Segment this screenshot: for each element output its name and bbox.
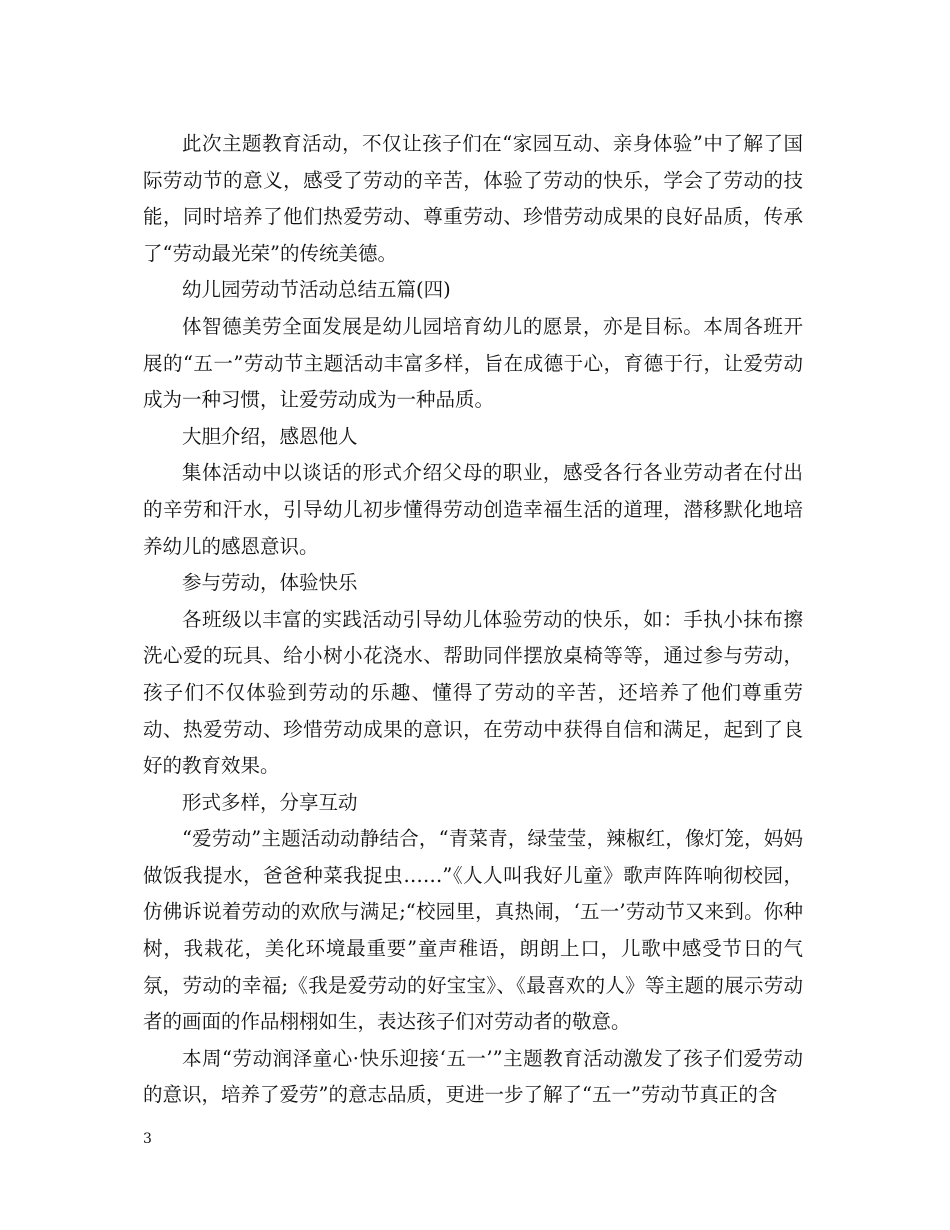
subheading-share: 形式多样，分享互动	[182, 790, 358, 814]
document-body	[143, 126, 803, 1114]
paragraph-conclusion: 本周“劳动润泽童心·快乐迎接‘五一’”主题教育活动激发了孩子们爱劳动的意识，培养了爱劳”的意志品质，更进一步了解了“五一”劳动节真正的含	[143, 1046, 803, 1107]
paragraph-intro: 体智德美劳全面发展是幼儿园培育幼儿的愿景，亦是目标。本周各班开展的“五一”劳动节主题活动丰富多样，旨在成德于心，育德于行，让爱劳动成为一种习惯，让爱劳动成为一种品质。	[143, 314, 803, 412]
subheading-participate: 参与劳动，体验快乐	[182, 571, 358, 595]
paragraph-participate: 各班级以丰富的实践活动引导幼儿体验劳动的快乐，如：手执小抹布擦洗心爱的玩具、给小树小花浇水、帮助同伴摆放桌椅等等，通过参与劳动，孩子们不仅体验到劳动的乐趣、懂得了劳动的辛苦，还培养了他们尊重劳动、热爱劳动、珍惜劳动成果的意识，在劳动中获得自信和满足，起到了良好的教育效果。	[143, 607, 803, 778]
section-title: 幼儿园劳动节活动总结五篇(四)	[182, 278, 451, 302]
subheading-introduce: 大胆介绍，感恩他人	[182, 424, 358, 448]
paragraph-share: “爱劳动”主题活动动静结合，“青菜青，绿莹莹，辣椒红，像灯笼，妈妈做饭我提水，爸爸种菜我捉虫……”《人人叫我好儿童》歌声阵阵响彻校园，仿佛诉说着劳动的欢欣与满足;“校园里，真热闹，‘五一’劳动节又来到。你种树，我栽花，美化环境最重要”童声稚语，朗朗上口，儿歌中感受节日的气氛，劳动的幸福;《我是爱劳动的好宝宝》、《最喜欢的人》等主题的展示劳动者的画面的作品栩栩如生，表达孩子们对劳动者的敬意。	[143, 827, 803, 1034]
paragraph-summary: 此次主题教育活动，不仅让孩子们在“家园互动、亲身体验”中了解了国际劳动节的意义，感受了劳动的辛苦，体验了劳动的快乐，学会了劳动的技能，同时培养了他们热爱劳动、尊重劳动、珍惜劳动成果的良好品质，传承了“劳动最光荣”的传统美德。	[143, 132, 803, 265]
paragraph-introduce: 集体活动中以谈话的形式介绍父母的职业，感受各行各业劳动者在付出的辛劳和汗水，引导幼儿初步懂得劳动创造幸福生活的道理，潜移默化地培养幼儿的感恩意识。	[143, 461, 803, 558]
page-number: 3	[143, 1131, 152, 1147]
